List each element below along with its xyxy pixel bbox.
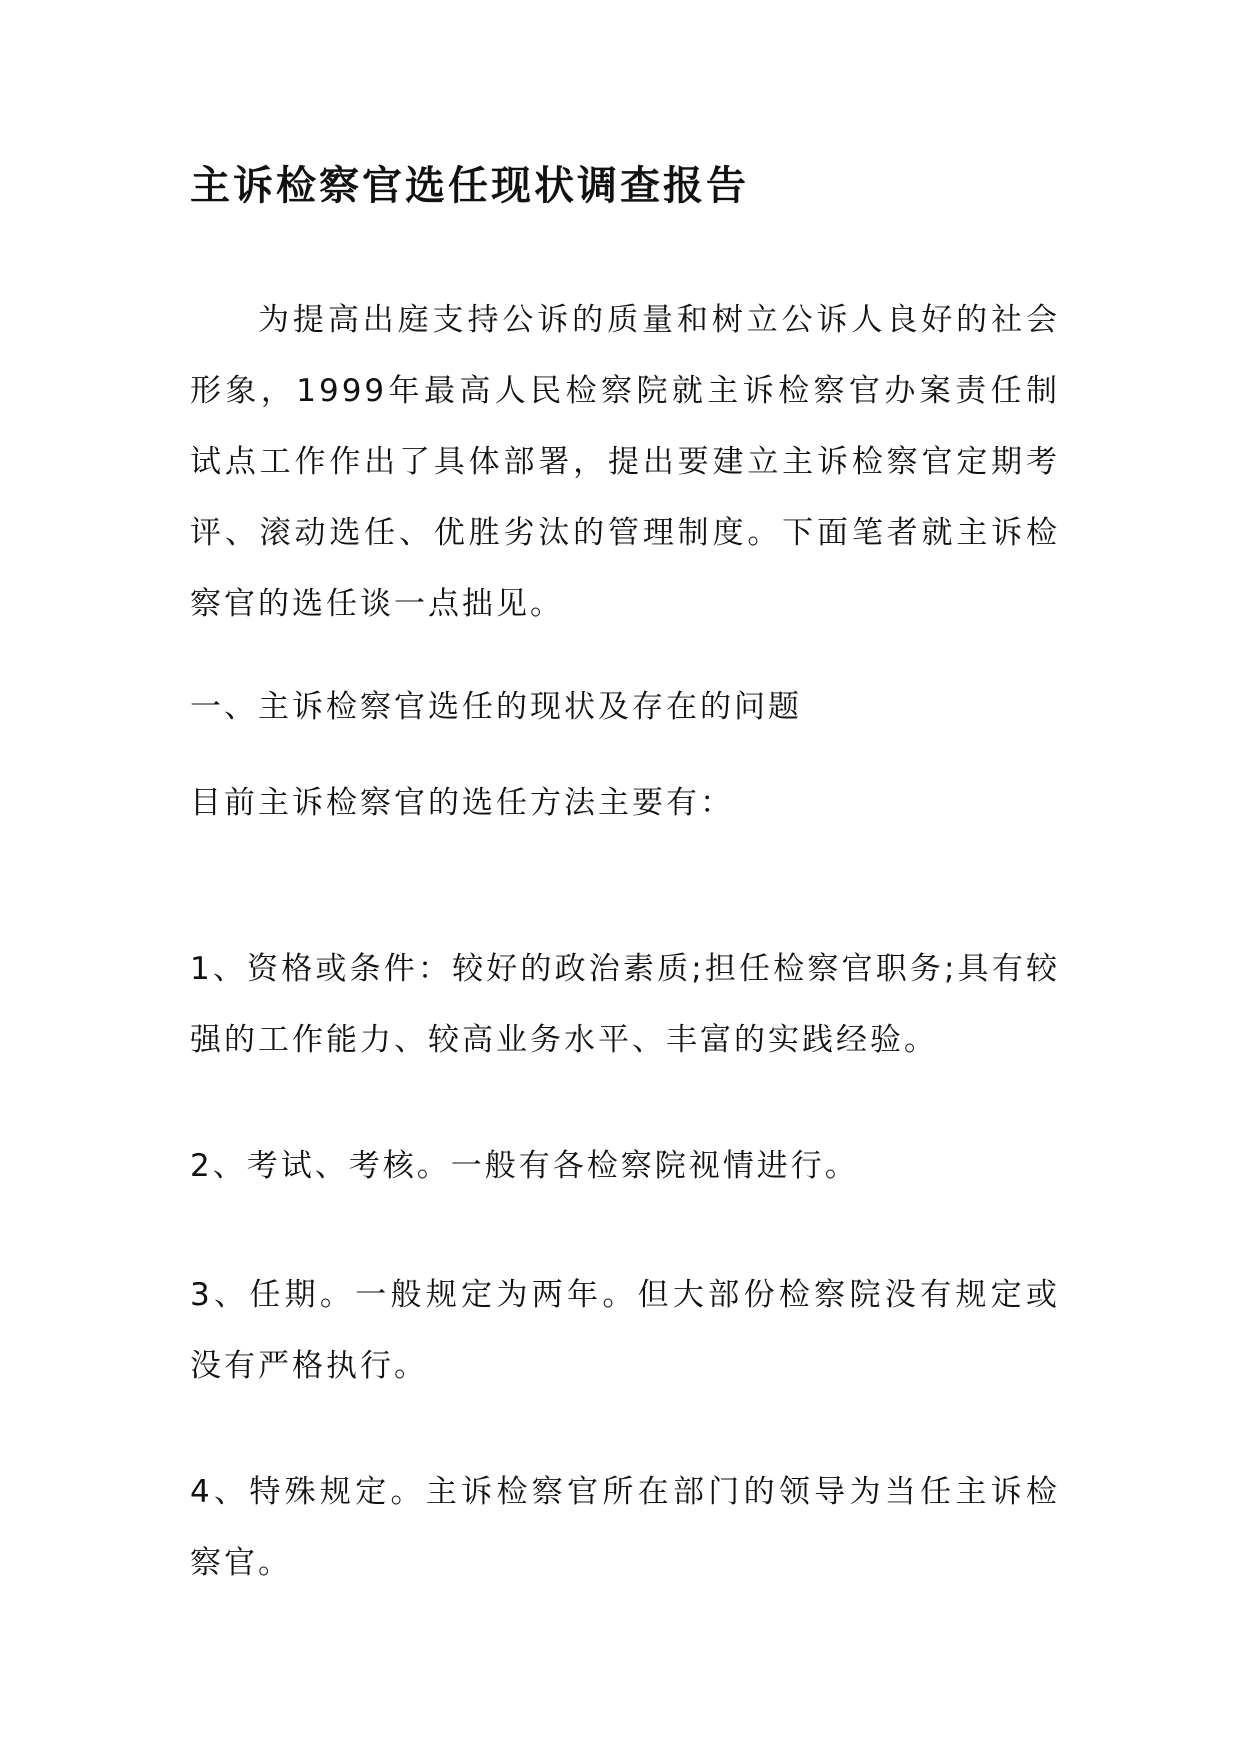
document-title: 主诉检察官选任现状调查报告 xyxy=(190,163,749,209)
intro-paragraph: 为提高出庭支持公诉的质量和树立公诉人良好的社会形象，1999年最高人民检察院就主诉检察官办案责任制试点工作作出了具体部署，提出要建立主诉检察官定期考评、滚动选任、优胜劣汰的管理制度。下面笔者就主诉检察官的选任谈一点拙见。 xyxy=(190,302,1060,622)
list-item: 2、考试、考核。一般有各检察院视情进行。 xyxy=(190,1148,859,1184)
list-item: 4、特殊规定。主诉检察官所在部门的领导为当任主诉检察官。 xyxy=(190,1474,1060,1581)
list-item: 3、任期。一般规定为两年。但大部份检察院没有规定或没有严格执行。 xyxy=(190,1277,1060,1384)
section-heading: 一、主诉检察官选任的现状及存在的问题 xyxy=(190,689,802,725)
list-item: 1、资格或条件：较好的政治素质;担任检察官职务;具有较强的工作能力、较高业务水平、丰富的实践经验。 xyxy=(190,951,1060,1058)
methods-intro: 目前主诉检察官的选任方法主要有： xyxy=(190,785,734,821)
